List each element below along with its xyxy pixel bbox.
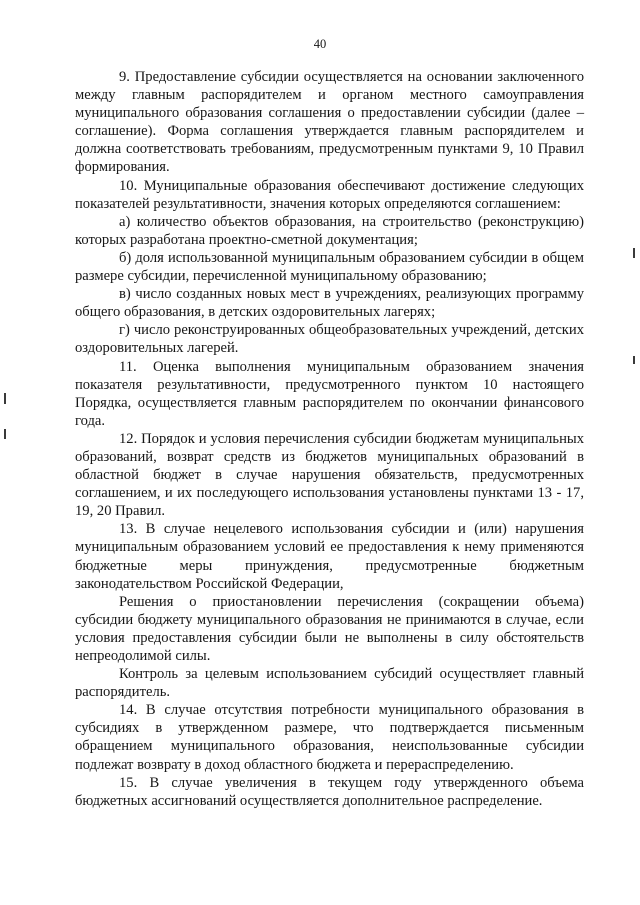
scan-mark <box>4 393 6 404</box>
scan-mark <box>4 429 6 439</box>
document-body <box>75 68 584 810</box>
paragraph-item-a: а) количество объектов образования, на строительство (реконструкцию) которых разработана проектно-сметной документация; <box>75 213 584 248</box>
paragraph-item-b: б) доля использованной муниципальным образованием субсидии в общем размере субсидии, перечисленной муниципальному образованию; <box>75 249 584 285</box>
paragraph-clause-10: 10. Муниципальные образования обеспечивают достижение следующих показателей результативности, значения которых определяются соглашением: <box>75 177 584 212</box>
page-number: 40 <box>313 37 327 51</box>
scan-mark <box>633 248 635 258</box>
paragraph-clause-12: 12. Порядок и условия перечисления субсидии бюджетам муниципальных образований, возврат средств из бюджетов муниципальных образований в областной бюджет в случае нарушения обязательств, предусмотренных соглашением, и их последующего использования установлены пунктами 13 - 17, 19, 20 Правил. <box>75 430 584 520</box>
scan-mark <box>633 356 635 364</box>
paragraph-clause-13: 13. В случае нецелевого использования субсидии и (или) нарушения муниципальным образованием условий ее предоставления к нему применяются бюджетные меры принуждения, предусмотренные бюджетным законодательством Российской Федерации, <box>75 521 584 592</box>
paragraph-item-g: г) число реконструированных общеобразовательных учреждений, детских оздоровительных лагерей. <box>75 322 584 357</box>
paragraph-clause-9: 9. Предоставление субсидии осуществляется на основании заключенного между главным распорядителем и органом местного самоуправления муниципального образования соглашения о предоставлении субсидии (далее – соглашение). Форма соглашения утверждается главным распорядителем и должна соответствовать требованиям, предусмотренным пунктами 9, 10 Правил формирования. <box>75 69 584 176</box>
paragraph-clause-14: 14. В случае отсутствия потребности муниципального образования в субсидиях в утвержденном размере, что подтверждается письменным обращением муниципального образования, неиспользованные субсидии подлежат возврату в доход областного бюджета и перераспределению. <box>75 702 584 773</box>
paragraph-item-v: в) число созданных новых мест в учреждениях, реализующих программу общего образования, в детских оздоровительных лагерях; <box>75 286 584 321</box>
paragraph-control: Контроль за целевым использованием субсидий осуществляет главный распорядитель. <box>75 666 584 701</box>
paragraph-clause-15: 15. В случае увеличения в текущем году утвержденного объема бюджетных ассигнований осуществляется дополнительное распределение. <box>75 774 584 809</box>
paragraph-clause-11: 11. Оценка выполнения муниципальным образованием значения показателя результативности, предусмотренного пунктом 10 настоящего Порядка, осуществляется главным распорядителем по окончании финансового года. <box>75 358 584 429</box>
paragraph-suspension-decisions: Решения о приостановлении перечисления (сокращении объема) субсидии бюджету муниципального образования не принимаются в случае, если условия предоставления субсидии были не выполнены в силу обстоятельств непреодолимой силы. <box>75 593 584 664</box>
